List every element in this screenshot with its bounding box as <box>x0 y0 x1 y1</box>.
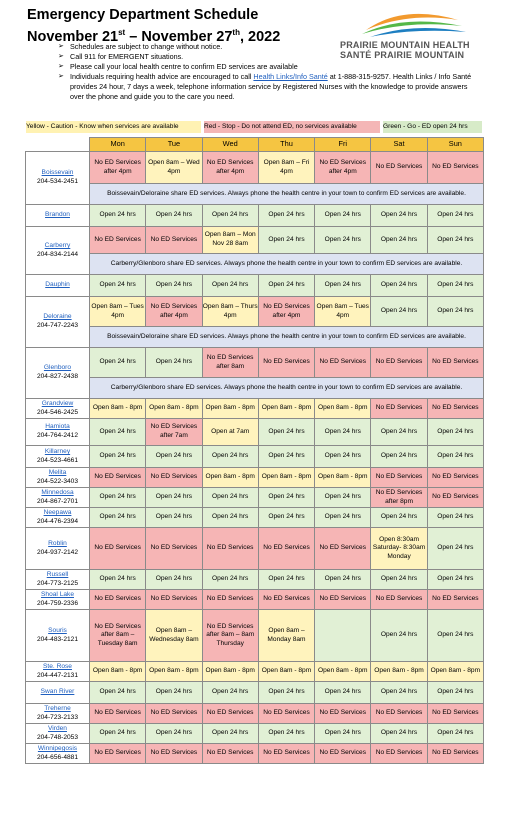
table-row <box>26 419 484 446</box>
schedule-cell: No ED Services <box>90 590 146 610</box>
schedule-cell: Open 24 hrs <box>315 508 371 528</box>
schedule-cell: No ED Services <box>371 590 427 610</box>
date-to-suffix: th <box>232 28 240 37</box>
schedule-cell: No ED Services <box>90 468 146 488</box>
site-cell <box>26 528 90 570</box>
schedule-cell: Open 24 hrs <box>427 508 483 528</box>
note-item: ➢ Schedules are subject to change without notice. <box>60 42 480 52</box>
site-phone: 204-867-2701 <box>36 497 79 505</box>
schedule-cell: No ED Services <box>258 744 314 764</box>
date-from-suffix: st <box>118 28 126 37</box>
schedule-cell: Open 24 hrs <box>202 205 258 227</box>
legend-red: Red - Stop - Do not attend ED, no services available <box>204 121 380 133</box>
legend-yellow: Yellow - Caution - Know when services are available <box>26 121 201 133</box>
schedule-cell: No ED Services <box>146 744 202 764</box>
schedule-cell: Open 24 hrs <box>371 446 427 468</box>
schedule-cell: Open 24 hrs <box>202 488 258 508</box>
site-cell <box>26 704 90 724</box>
date-from: November 21 <box>27 28 119 45</box>
table-row <box>26 275 484 297</box>
schedule-cell <box>315 610 371 662</box>
schedule-cell: No ED Services <box>371 468 427 488</box>
table-row <box>26 682 484 704</box>
schedule-cell: No ED Services <box>427 744 483 764</box>
schedule-cell: Open 8am - 8pm <box>90 399 146 419</box>
schedule-cell: Open 24 hrs <box>371 275 427 297</box>
site-cell <box>26 227 90 275</box>
schedule-cell: Open 24 hrs <box>427 419 483 446</box>
site-phone: 204-834-2144 <box>36 250 79 258</box>
note-item: ➢ Please call your local health centre to confirm ED services are available <box>60 62 480 72</box>
notes-list <box>60 42 480 102</box>
table-row <box>26 508 484 528</box>
site-cell <box>26 275 90 297</box>
schedule-cell: Open 24 hrs <box>371 724 427 744</box>
schedule-cell: No ED Services <box>90 704 146 724</box>
date-separator: – <box>125 28 142 45</box>
site-phone: 204-523-4661 <box>36 456 79 464</box>
schedule-cell: Open 8am - 8pm <box>258 662 314 682</box>
site-cell <box>26 508 90 528</box>
site-name-link[interactable]: Dauphin <box>45 281 70 289</box>
schedule-cell: Open 24 hrs <box>90 446 146 468</box>
schedule-cell: No ED Services <box>427 399 483 419</box>
schedule-cell: Open 24 hrs <box>427 724 483 744</box>
site-phone: 204-937-2142 <box>36 548 79 556</box>
header-corner <box>26 138 90 152</box>
site-name-link[interactable]: Shoal Lake <box>41 590 74 598</box>
schedule-cell: No ED Services <box>315 590 371 610</box>
schedule-cell: Open 24 hrs <box>427 570 483 590</box>
schedule-cell: Open 8am – Tues 4pm <box>315 297 371 327</box>
schedule-cell: Open 8am - 8pm <box>202 468 258 488</box>
site-cell <box>26 744 90 764</box>
schedule-cell: Open 8am - 8pm <box>146 399 202 419</box>
schedule-cell: No ED Services <box>371 348 427 378</box>
schedule-cell: No ED Services after 8am – 8am Thursday <box>202 610 258 662</box>
schedule-cell: Open 24 hrs <box>427 205 483 227</box>
note-row <box>26 327 484 348</box>
schedule-table <box>25 137 484 764</box>
day-header: Wed <box>202 138 258 152</box>
schedule-cell: Open 24 hrs <box>258 419 314 446</box>
schedule-cell: Open 24 hrs <box>146 724 202 744</box>
header-row <box>26 138 484 152</box>
date-year: , 2022 <box>239 28 281 45</box>
schedule-cell: No ED Services <box>371 704 427 724</box>
site-phone: 204-748-2053 <box>36 733 79 741</box>
site-name-link[interactable]: Hamiota <box>45 423 70 431</box>
schedule-cell: Open 24 hrs <box>427 446 483 468</box>
schedule-cell: Open 24 hrs <box>258 570 314 590</box>
site-cell <box>26 724 90 744</box>
schedule-cell: Open 24 hrs <box>315 227 371 254</box>
schedule-cell: Open 8am – Wednesday 8am <box>146 610 202 662</box>
table-row <box>26 590 484 610</box>
site-name-link[interactable]: Minnedosa <box>41 488 74 496</box>
schedule-cell: No ED Services after 4pm <box>315 152 371 184</box>
schedule-cell: Open 24 hrs <box>202 570 258 590</box>
schedule-cell: Open 8am - 8pm <box>315 662 371 682</box>
schedule-cell: No ED Services <box>371 399 427 419</box>
schedule-cell: Open 24 hrs <box>371 297 427 327</box>
schedule-cell: No ED Services <box>371 152 427 184</box>
schedule-cell: No ED Services <box>258 528 314 570</box>
schedule-cell: Open 8am - 8pm <box>202 662 258 682</box>
shared-services-note: Boissevain/Deloraine share ED services. Always phone the health centre in your town to confirm ED services are available. <box>90 327 484 348</box>
site-cell <box>26 419 90 446</box>
schedule-cell: Open 24 hrs <box>90 724 146 744</box>
schedule-cell: Open 24 hrs <box>371 227 427 254</box>
day-header: Tue <box>146 138 202 152</box>
schedule-cell: Open at 7am <box>202 419 258 446</box>
site-name-link[interactable]: Swan River <box>40 688 75 696</box>
schedule-cell: No ED Services <box>202 590 258 610</box>
schedule-cell: Open 24 hrs <box>90 275 146 297</box>
day-header: Fri <box>315 138 371 152</box>
site-phone: 204-447-2131 <box>36 671 79 679</box>
site-name-link[interactable]: Souris <box>48 626 67 634</box>
schedule-cell: No ED Services <box>371 744 427 764</box>
site-phone: 204-656-4881 <box>36 753 79 761</box>
logo-text-fr: SANTÉ PRAIRIE MOUNTAIN <box>340 50 465 60</box>
site-phone: 204-522-3403 <box>36 477 79 485</box>
schedule-cell: Open 8am - 8pm <box>315 399 371 419</box>
note-row <box>26 184 484 205</box>
schedule-cell: Open 24 hrs <box>427 297 483 327</box>
note-text: at 1-888-315-9257. Health Links / Info Santé provides 24 hour, 7 days a week, telephone information service by Registered Nurses with the knowledge to provide answers over the phone and guide you to the care you need. <box>70 72 472 101</box>
schedule-cell: Open 8am - 8pm <box>258 399 314 419</box>
schedule-cell: Open 24 hrs <box>258 227 314 254</box>
date-to: November 27 <box>141 28 233 45</box>
schedule-cell: Open 8am – Mon Nov 28 8am <box>202 227 258 254</box>
page-title <box>27 6 280 46</box>
schedule-cell: No ED Services <box>315 744 371 764</box>
table-row <box>26 744 484 764</box>
table-row <box>26 488 484 508</box>
schedule-cell: Open 8am - 8pm <box>146 662 202 682</box>
site-phone: 204-764-2412 <box>36 432 79 439</box>
schedule-cell: Open 24 hrs <box>202 508 258 528</box>
schedule-cell: Open 24 hrs <box>146 508 202 528</box>
site-cell <box>26 570 90 590</box>
site-name-link[interactable]: Melita <box>48 468 67 476</box>
schedule-cell: Open 24 hrs <box>146 446 202 468</box>
schedule-cell: No ED Services after 4pm <box>90 152 146 184</box>
schedule-cell: Open 8am - 8pm <box>371 662 427 682</box>
schedule-cell: No ED Services <box>146 227 202 254</box>
schedule-cell: Open 24 hrs <box>258 275 314 297</box>
schedule-cell: Open 24 hrs <box>427 528 483 570</box>
schedule-cell: Open 24 hrs <box>90 508 146 528</box>
schedule-cell: No ED Services <box>258 590 314 610</box>
schedule-cell: Open 8am - 8pm <box>90 662 146 682</box>
note-row <box>26 254 484 275</box>
schedule-cell: Open 24 hrs <box>146 348 202 378</box>
schedule-cell: Open 24 hrs <box>202 446 258 468</box>
site-name-link[interactable]: Glenboro <box>43 364 72 372</box>
schedule-cell: Open 24 hrs <box>202 682 258 704</box>
schedule-cell: Open 24 hrs <box>258 205 314 227</box>
table-row <box>26 297 484 327</box>
site-name-link[interactable]: Treherne <box>44 704 71 712</box>
site-phone: 204-773-2125 <box>36 579 79 587</box>
schedule-cell: Open 24 hrs <box>258 682 314 704</box>
day-header: Sun <box>427 138 483 152</box>
schedule-cell: Open 24 hrs <box>90 419 146 446</box>
title-line1: Emergency Department Schedule <box>27 7 259 23</box>
schedule-cell: No ED Services <box>427 348 483 378</box>
schedule-cell: No ED Services <box>90 528 146 570</box>
schedule-cell: No ED Services <box>146 704 202 724</box>
schedule-cell: No ED Services <box>315 704 371 724</box>
site-phone: 204-534-2451 <box>36 178 79 185</box>
schedule-cell: Open 8:30am Saturday- 8:30am Monday <box>371 528 427 570</box>
note-row <box>26 378 484 399</box>
site-name-link[interactable]: Ste. Rose <box>43 662 72 670</box>
schedule-cell: Open 24 hrs <box>90 348 146 378</box>
schedule-cell: No ED Services <box>90 744 146 764</box>
schedule-cell: Open 24 hrs <box>427 682 483 704</box>
day-header: Sat <box>371 138 427 152</box>
schedule-cell: No ED Services <box>202 704 258 724</box>
schedule-cell: No ED Services <box>427 468 483 488</box>
site-name-link[interactable]: Roblin <box>48 539 67 547</box>
schedule-cell: Open 8am - 8pm <box>202 399 258 419</box>
schedule-cell: Open 24 hrs <box>315 419 371 446</box>
schedule-cell: No ED Services <box>427 704 483 724</box>
schedule-cell: Open 24 hrs <box>90 682 146 704</box>
schedule-cell: Open 8am – Wed 4pm <box>146 152 202 184</box>
site-name-link[interactable]: Boissevain <box>41 169 74 177</box>
schedule-cell: No ED Services after 4pm <box>258 297 314 327</box>
schedule-cell: Open 24 hrs <box>202 275 258 297</box>
site-cell <box>26 152 90 205</box>
table-row <box>26 348 484 378</box>
site-phone: 204-546-2425 <box>36 408 79 416</box>
site-cell <box>26 446 90 468</box>
site-cell <box>26 348 90 399</box>
schedule-cell: No ED Services <box>258 348 314 378</box>
table-row <box>26 399 484 419</box>
schedule-cell: Open 24 hrs <box>315 275 371 297</box>
schedule-body <box>26 152 484 764</box>
schedule-cell: Open 24 hrs <box>427 227 483 254</box>
schedule-cell: Open 8am – Fri 4pm <box>258 152 314 184</box>
schedule-cell: Open 24 hrs <box>146 682 202 704</box>
logo-text-en: PRAIRIE MOUNTAIN HEALTH <box>340 40 470 50</box>
schedule-cell: No ED Services <box>427 488 483 508</box>
schedule-cell: Open 24 hrs <box>258 446 314 468</box>
table-row <box>26 724 484 744</box>
site-name-link[interactable]: Deloraine <box>43 313 72 321</box>
schedule-cell: Open 24 hrs <box>371 508 427 528</box>
schedule-cell: No ED Services after 4pm <box>202 152 258 184</box>
schedule-cell: Open 24 hrs <box>146 570 202 590</box>
table-row <box>26 610 484 662</box>
site-phone: 204-747-2243 <box>36 322 79 329</box>
note-item <box>60 72 480 102</box>
site-phone: 204-476-2394 <box>36 517 79 525</box>
schedule-cell: No ED Services <box>427 590 483 610</box>
schedule-cell: No ED Services <box>427 152 483 184</box>
schedule-cell: Open 8am – Thurs 4pm <box>202 297 258 327</box>
schedule-cell: No ED Services after 4pm <box>146 297 202 327</box>
schedule-cell: Open 24 hrs <box>315 570 371 590</box>
schedule-cell: Open 24 hrs <box>315 724 371 744</box>
site-name-link[interactable]: Carberry <box>44 241 71 249</box>
schedule-cell: Open 8am - 8pm <box>315 468 371 488</box>
table-row <box>26 662 484 682</box>
site-cell <box>26 297 90 348</box>
site-phone: 204-827-2438 <box>36 373 79 380</box>
schedule-cell: Open 8am - 8pm <box>258 468 314 488</box>
schedule-cell: No ED Services <box>90 227 146 254</box>
shared-services-note: Carberry/Glenboro share ED services. Always phone the health centre in your town to confirm ED services are available. <box>90 254 484 275</box>
site-name-link[interactable]: Brandon <box>45 211 70 219</box>
schedule-cell: Open 24 hrs <box>258 488 314 508</box>
table-row <box>26 227 484 254</box>
schedule-cell: Open 24 hrs <box>315 446 371 468</box>
site-cell <box>26 488 90 508</box>
site-phone: 204-759-2336 <box>36 599 79 607</box>
note-item: ➢ Call 911 for EMERGENT situations. <box>60 52 480 62</box>
site-cell <box>26 399 90 419</box>
schedule-cell: Open 24 hrs <box>202 724 258 744</box>
site-cell <box>26 468 90 488</box>
site-phone: 204-483-2121 <box>36 635 79 643</box>
schedule-cell: Open 24 hrs <box>315 488 371 508</box>
schedule-cell: Open 8am - 8pm <box>427 662 483 682</box>
schedule-cell: No ED Services after 7am <box>146 419 202 446</box>
logo-swoosh-icon <box>358 10 468 38</box>
schedule-cell: Open 24 hrs <box>258 508 314 528</box>
schedule-cell: Open 24 hrs <box>90 570 146 590</box>
schedule-cell: Open 24 hrs <box>146 488 202 508</box>
schedule-cell: Open 24 hrs <box>427 610 483 662</box>
color-legend <box>26 121 482 133</box>
table-row <box>26 152 484 184</box>
schedule-cell: Open 24 hrs <box>90 205 146 227</box>
schedule-cell: No ED Services <box>146 528 202 570</box>
schedule-cell: No ED Services after 8am <box>202 348 258 378</box>
site-name-link[interactable]: Grandview <box>41 399 74 407</box>
note-text: Individuals requiring health advice are encouraged to call <box>70 72 254 81</box>
table-row <box>26 468 484 488</box>
schedule-cell: No ED Services <box>315 528 371 570</box>
schedule-cell: Open 24 hrs <box>371 419 427 446</box>
site-cell <box>26 610 90 662</box>
schedule-cell: Open 24 hrs <box>90 488 146 508</box>
schedule-cell: No ED Services after 8pm <box>371 488 427 508</box>
shared-services-note: Carberry/Glenboro share ED services. Always phone the health centre in your town to confirm ED services are available. <box>90 378 484 399</box>
schedule-cell: No ED Services <box>202 744 258 764</box>
site-cell <box>26 590 90 610</box>
schedule-cell: Open 24 hrs <box>371 570 427 590</box>
schedule-cell: Open 24 hrs <box>315 682 371 704</box>
schedule-cell: Open 8am – Tues 4pm <box>90 297 146 327</box>
site-cell <box>26 205 90 227</box>
site-name-link[interactable]: Neepawa <box>43 508 72 516</box>
schedule-cell: Open 24 hrs <box>258 724 314 744</box>
schedule-cell: No ED Services <box>146 468 202 488</box>
site-name-link[interactable]: Russell <box>46 570 69 578</box>
schedule-cell: No ED Services after 8am – Tuesday 8am <box>90 610 146 662</box>
site-name-link[interactable]: Winnipegosis <box>37 744 78 752</box>
schedule-cell: No ED Services <box>202 528 258 570</box>
table-row <box>26 205 484 227</box>
table-row <box>26 704 484 724</box>
schedule-cell: Open 8am – Monday 8am <box>258 610 314 662</box>
site-phone: 204-723-2133 <box>36 713 79 721</box>
health-links-link[interactable]: Health Links/Info Santé <box>253 72 328 81</box>
site-cell <box>26 682 90 704</box>
schedule-cell: Open 24 hrs <box>371 205 427 227</box>
schedule-cell: Open 24 hrs <box>371 610 427 662</box>
site-name-link[interactable]: Virden <box>48 724 67 732</box>
schedule-cell: No ED Services <box>258 704 314 724</box>
legend-green: Green - Go - ED open 24 hrs <box>383 121 482 133</box>
table-row <box>26 528 484 570</box>
schedule-cell: Open 24 hrs <box>371 682 427 704</box>
schedule-cell: Open 24 hrs <box>315 205 371 227</box>
schedule-cell: No ED Services <box>315 348 371 378</box>
day-header: Thu <box>258 138 314 152</box>
schedule-cell: Open 24 hrs <box>427 275 483 297</box>
site-cell <box>26 662 90 682</box>
day-header: Mon <box>90 138 146 152</box>
site-name-link[interactable]: Killarney <box>44 447 71 455</box>
schedule-cell: No ED Services <box>146 590 202 610</box>
schedule-cell: Open 24 hrs <box>146 275 202 297</box>
shared-services-note: Boissevain/Deloraine share ED services. Always phone the health centre in your town to confirm ED services are available. <box>90 184 484 205</box>
table-row <box>26 570 484 590</box>
table-row <box>26 446 484 468</box>
schedule-cell: Open 24 hrs <box>146 205 202 227</box>
